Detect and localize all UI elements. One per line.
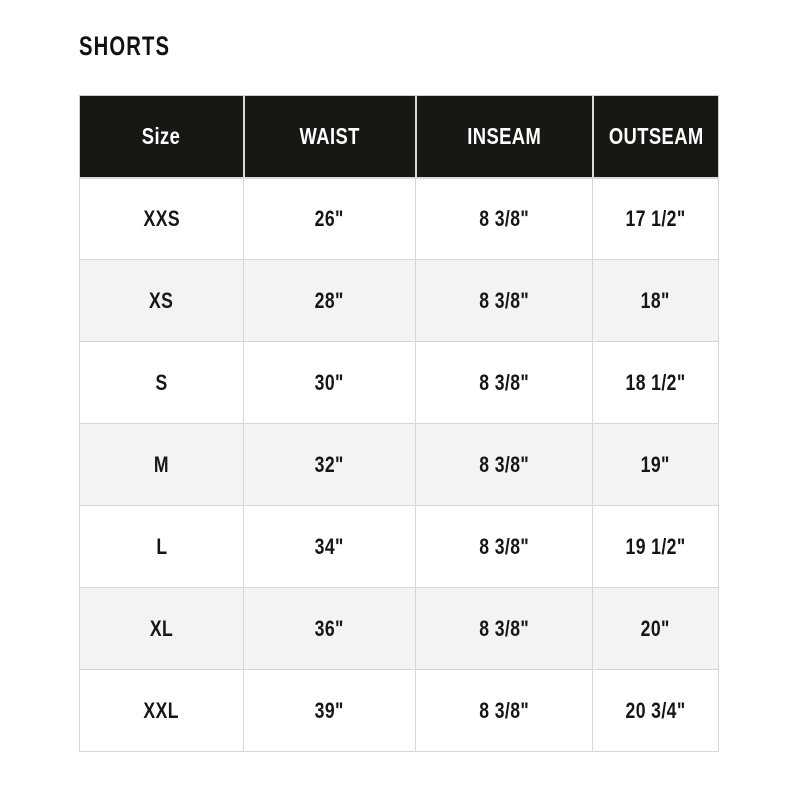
- outseam-cell: 19 1/2": [593, 506, 719, 588]
- inseam-cell: 8 3/8": [416, 178, 593, 260]
- column-header-outseam: OUTSEAM: [593, 96, 719, 178]
- inseam-cell: 8 3/8": [416, 342, 593, 424]
- size-cell: XS: [80, 260, 244, 342]
- column-header-inseam: INSEAM: [416, 96, 593, 178]
- inseam-cell: 8 3/8": [416, 588, 593, 670]
- table-row-l: [80, 506, 719, 588]
- waist-cell: 34": [244, 506, 416, 588]
- outseam-cell: 19": [593, 424, 719, 506]
- table-row-m: [80, 424, 719, 506]
- table-row-xl: [80, 588, 719, 670]
- table-row-xs: [80, 260, 719, 342]
- waist-cell: 30": [244, 342, 416, 424]
- waist-cell: 28": [244, 260, 416, 342]
- size-cell: XXS: [80, 178, 244, 260]
- waist-cell: 36": [244, 588, 416, 670]
- inseam-cell: 8 3/8": [416, 506, 593, 588]
- inseam-cell: 8 3/8": [416, 424, 593, 506]
- size-cell: S: [80, 342, 244, 424]
- inseam-cell: 8 3/8": [416, 670, 593, 752]
- table-row-xxl: [80, 670, 719, 752]
- outseam-cell: 18": [593, 260, 719, 342]
- size-cell: XL: [80, 588, 244, 670]
- waist-cell: 26": [244, 178, 416, 260]
- waist-cell: 39": [244, 670, 416, 752]
- outseam-cell: 18 1/2": [593, 342, 719, 424]
- outseam-cell: 20": [593, 588, 719, 670]
- column-header-size: Size: [80, 96, 244, 178]
- header-row: [80, 96, 719, 178]
- inseam-cell: 8 3/8": [416, 260, 593, 342]
- page-title: [79, 33, 201, 60]
- outseam-cell: 20 3/4": [593, 670, 719, 752]
- waist-cell: 32": [244, 424, 416, 506]
- size-cell: L: [80, 506, 244, 588]
- column-header-waist: WAIST: [244, 96, 416, 178]
- size-cell: XXL: [80, 670, 244, 752]
- table-row-s: [80, 342, 719, 424]
- size-chart-table: [79, 95, 719, 752]
- size-cell: M: [80, 424, 244, 506]
- page-title-text: SHORTS: [79, 31, 171, 61]
- outseam-cell: 17 1/2": [593, 178, 719, 260]
- table-row-xxs: [80, 178, 719, 260]
